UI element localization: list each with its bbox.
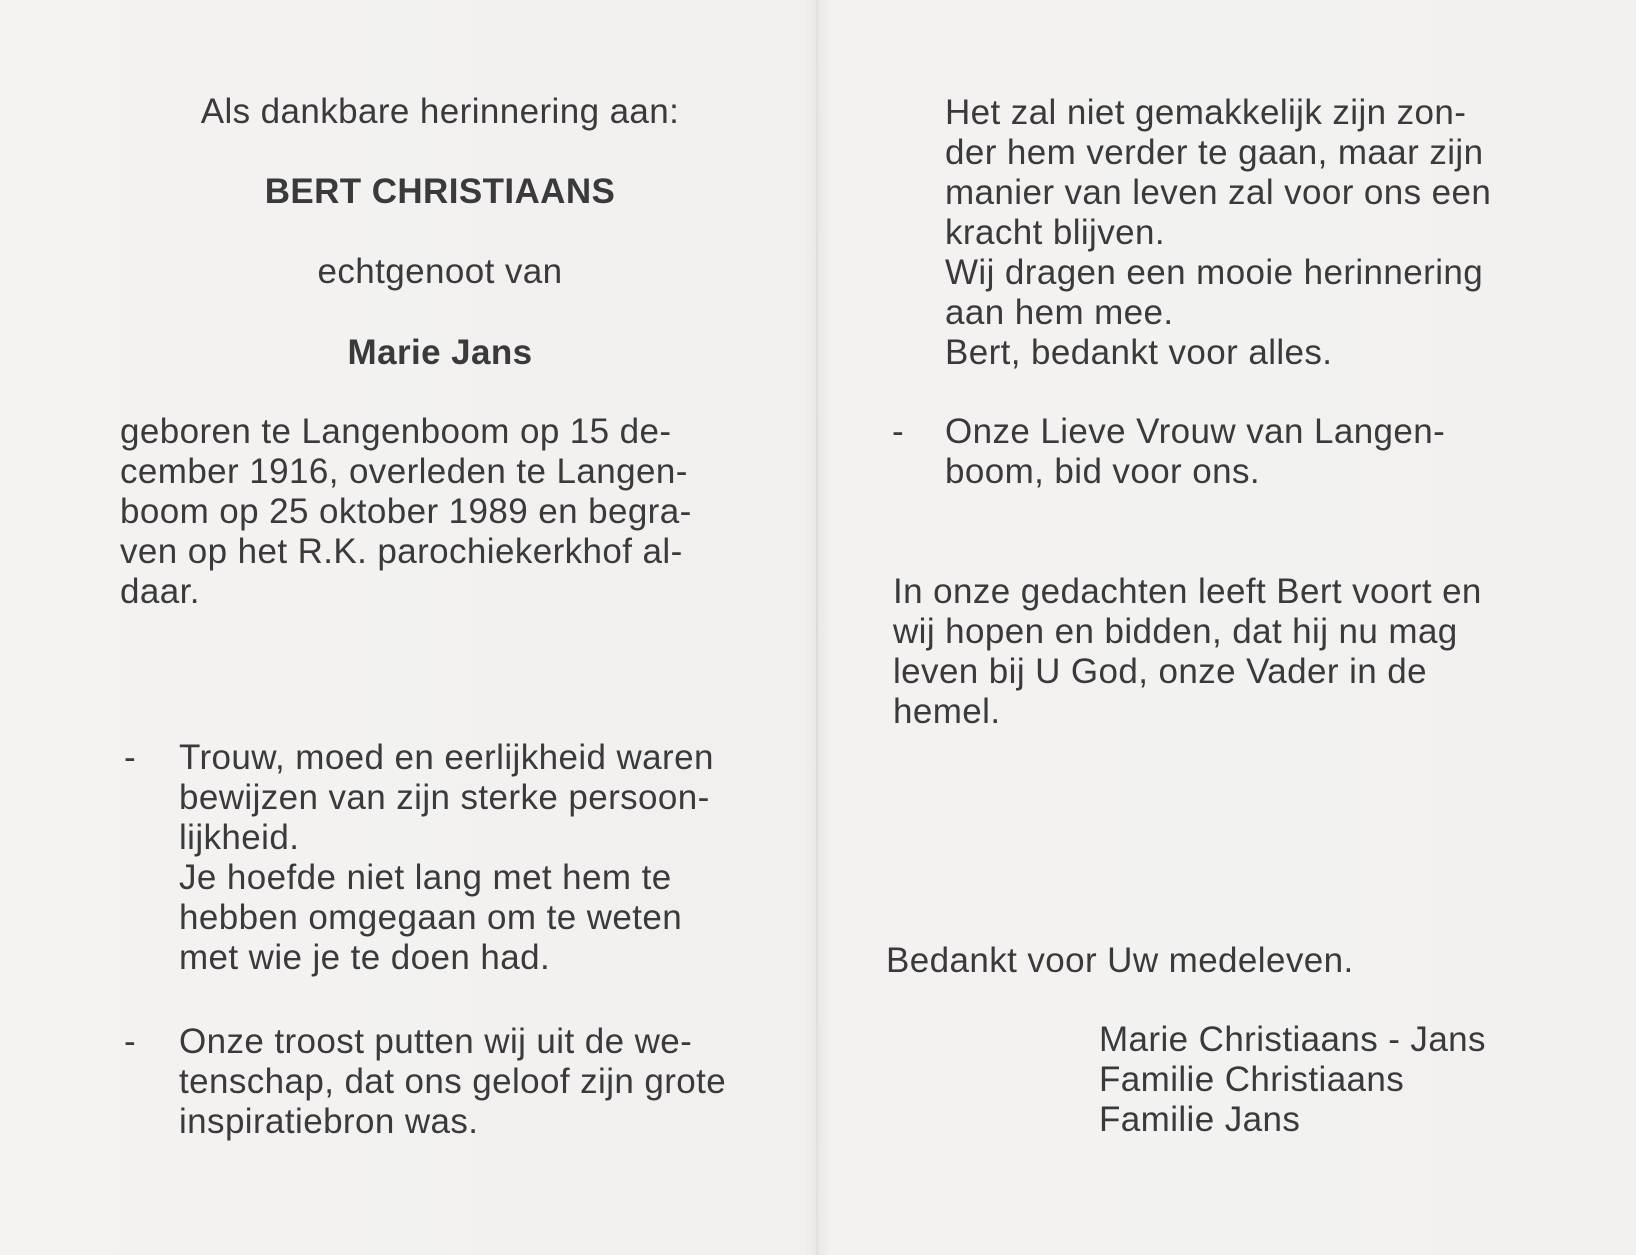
paragraph-line: Je hoefde niet lang met hem te bbox=[179, 858, 672, 897]
bullet-dash: - bbox=[124, 1022, 137, 1061]
bio-line: daar. bbox=[120, 572, 200, 611]
intro-text: Als dankbare herinnering aan: bbox=[200, 92, 680, 131]
paragraph-line: Het zal niet gemakkelijk zijn zon- bbox=[945, 93, 1467, 132]
paragraph-line: tenschap, dat ons geloof zijn grote bbox=[179, 1062, 727, 1101]
signatures bbox=[1099, 1020, 1486, 1140]
farewell-paragraph bbox=[945, 93, 1491, 373]
paragraph-line: In onze gedachten leeft Bert voort en bbox=[893, 572, 1482, 611]
paragraph-line: der hem verder te gaan, maar zijn bbox=[945, 133, 1484, 172]
paragraph-line: lijkheid. bbox=[179, 818, 300, 857]
biography bbox=[120, 412, 692, 612]
thanks-line: Bedankt voor Uw medeleven. bbox=[886, 941, 1354, 980]
paragraph-line: Wij dragen een mooie herinnering bbox=[945, 253, 1484, 292]
paragraph-line: kracht blijven. bbox=[945, 213, 1165, 252]
paragraph-line: Onze Lieve Vrouw van Langen- bbox=[945, 412, 1446, 451]
bio-line: cember 1916, overleden te Langen- bbox=[120, 452, 688, 491]
paragraph-line: hebben omgegaan om te weten bbox=[179, 898, 683, 937]
paragraph-line: bewijzen van zijn sterke persoon- bbox=[179, 778, 710, 817]
paragraph-line: Onze troost putten wij uit de we- bbox=[179, 1022, 693, 1061]
signature-line: Familie Christiaans bbox=[1099, 1060, 1405, 1099]
bullet-dash: - bbox=[892, 412, 905, 451]
bullet-dash: - bbox=[124, 738, 137, 777]
paragraph-line: Bert, bedankt voor alles. bbox=[945, 333, 1333, 372]
prayer-paragraph bbox=[945, 412, 1445, 492]
remembrance-paragraph bbox=[893, 572, 1482, 732]
paragraph-line: manier van leven zal voor ons een bbox=[945, 173, 1492, 212]
paragraph-line: boom, bid voor ons. bbox=[945, 452, 1260, 491]
paragraph-line: aan hem mee. bbox=[945, 293, 1174, 332]
paragraph-line: inspiratiebron was. bbox=[179, 1102, 479, 1141]
card-fold bbox=[816, 0, 818, 1255]
deceased-name: BERT CHRISTIAANS bbox=[264, 172, 616, 211]
signature-line: Marie Christiaans - Jans bbox=[1099, 1020, 1486, 1059]
bio-line: ven op het R.K. parochiekerkhof al- bbox=[120, 532, 683, 571]
bio-line: boom op 25 oktober 1989 en begra- bbox=[120, 492, 692, 531]
spouse-intro: echtgenoot van bbox=[317, 252, 563, 291]
bullet-paragraph-character bbox=[179, 738, 714, 978]
paragraph-line: leven bij U God, onze Vader in de bbox=[893, 652, 1427, 691]
signature-line: Familie Jans bbox=[1099, 1100, 1301, 1139]
bullet-paragraph-faith bbox=[179, 1022, 726, 1142]
paragraph-line: Trouw, moed en eerlijkheid waren bbox=[179, 738, 714, 777]
spouse-name: Marie Jans bbox=[347, 333, 533, 372]
paragraph-line: hemel. bbox=[893, 692, 1001, 731]
paragraph-line: met wie je te doen had. bbox=[179, 938, 551, 977]
paragraph-line: wij hopen en bidden, dat hij nu mag bbox=[893, 612, 1458, 651]
bio-line: geboren te Langenboom op 15 de- bbox=[120, 412, 672, 451]
